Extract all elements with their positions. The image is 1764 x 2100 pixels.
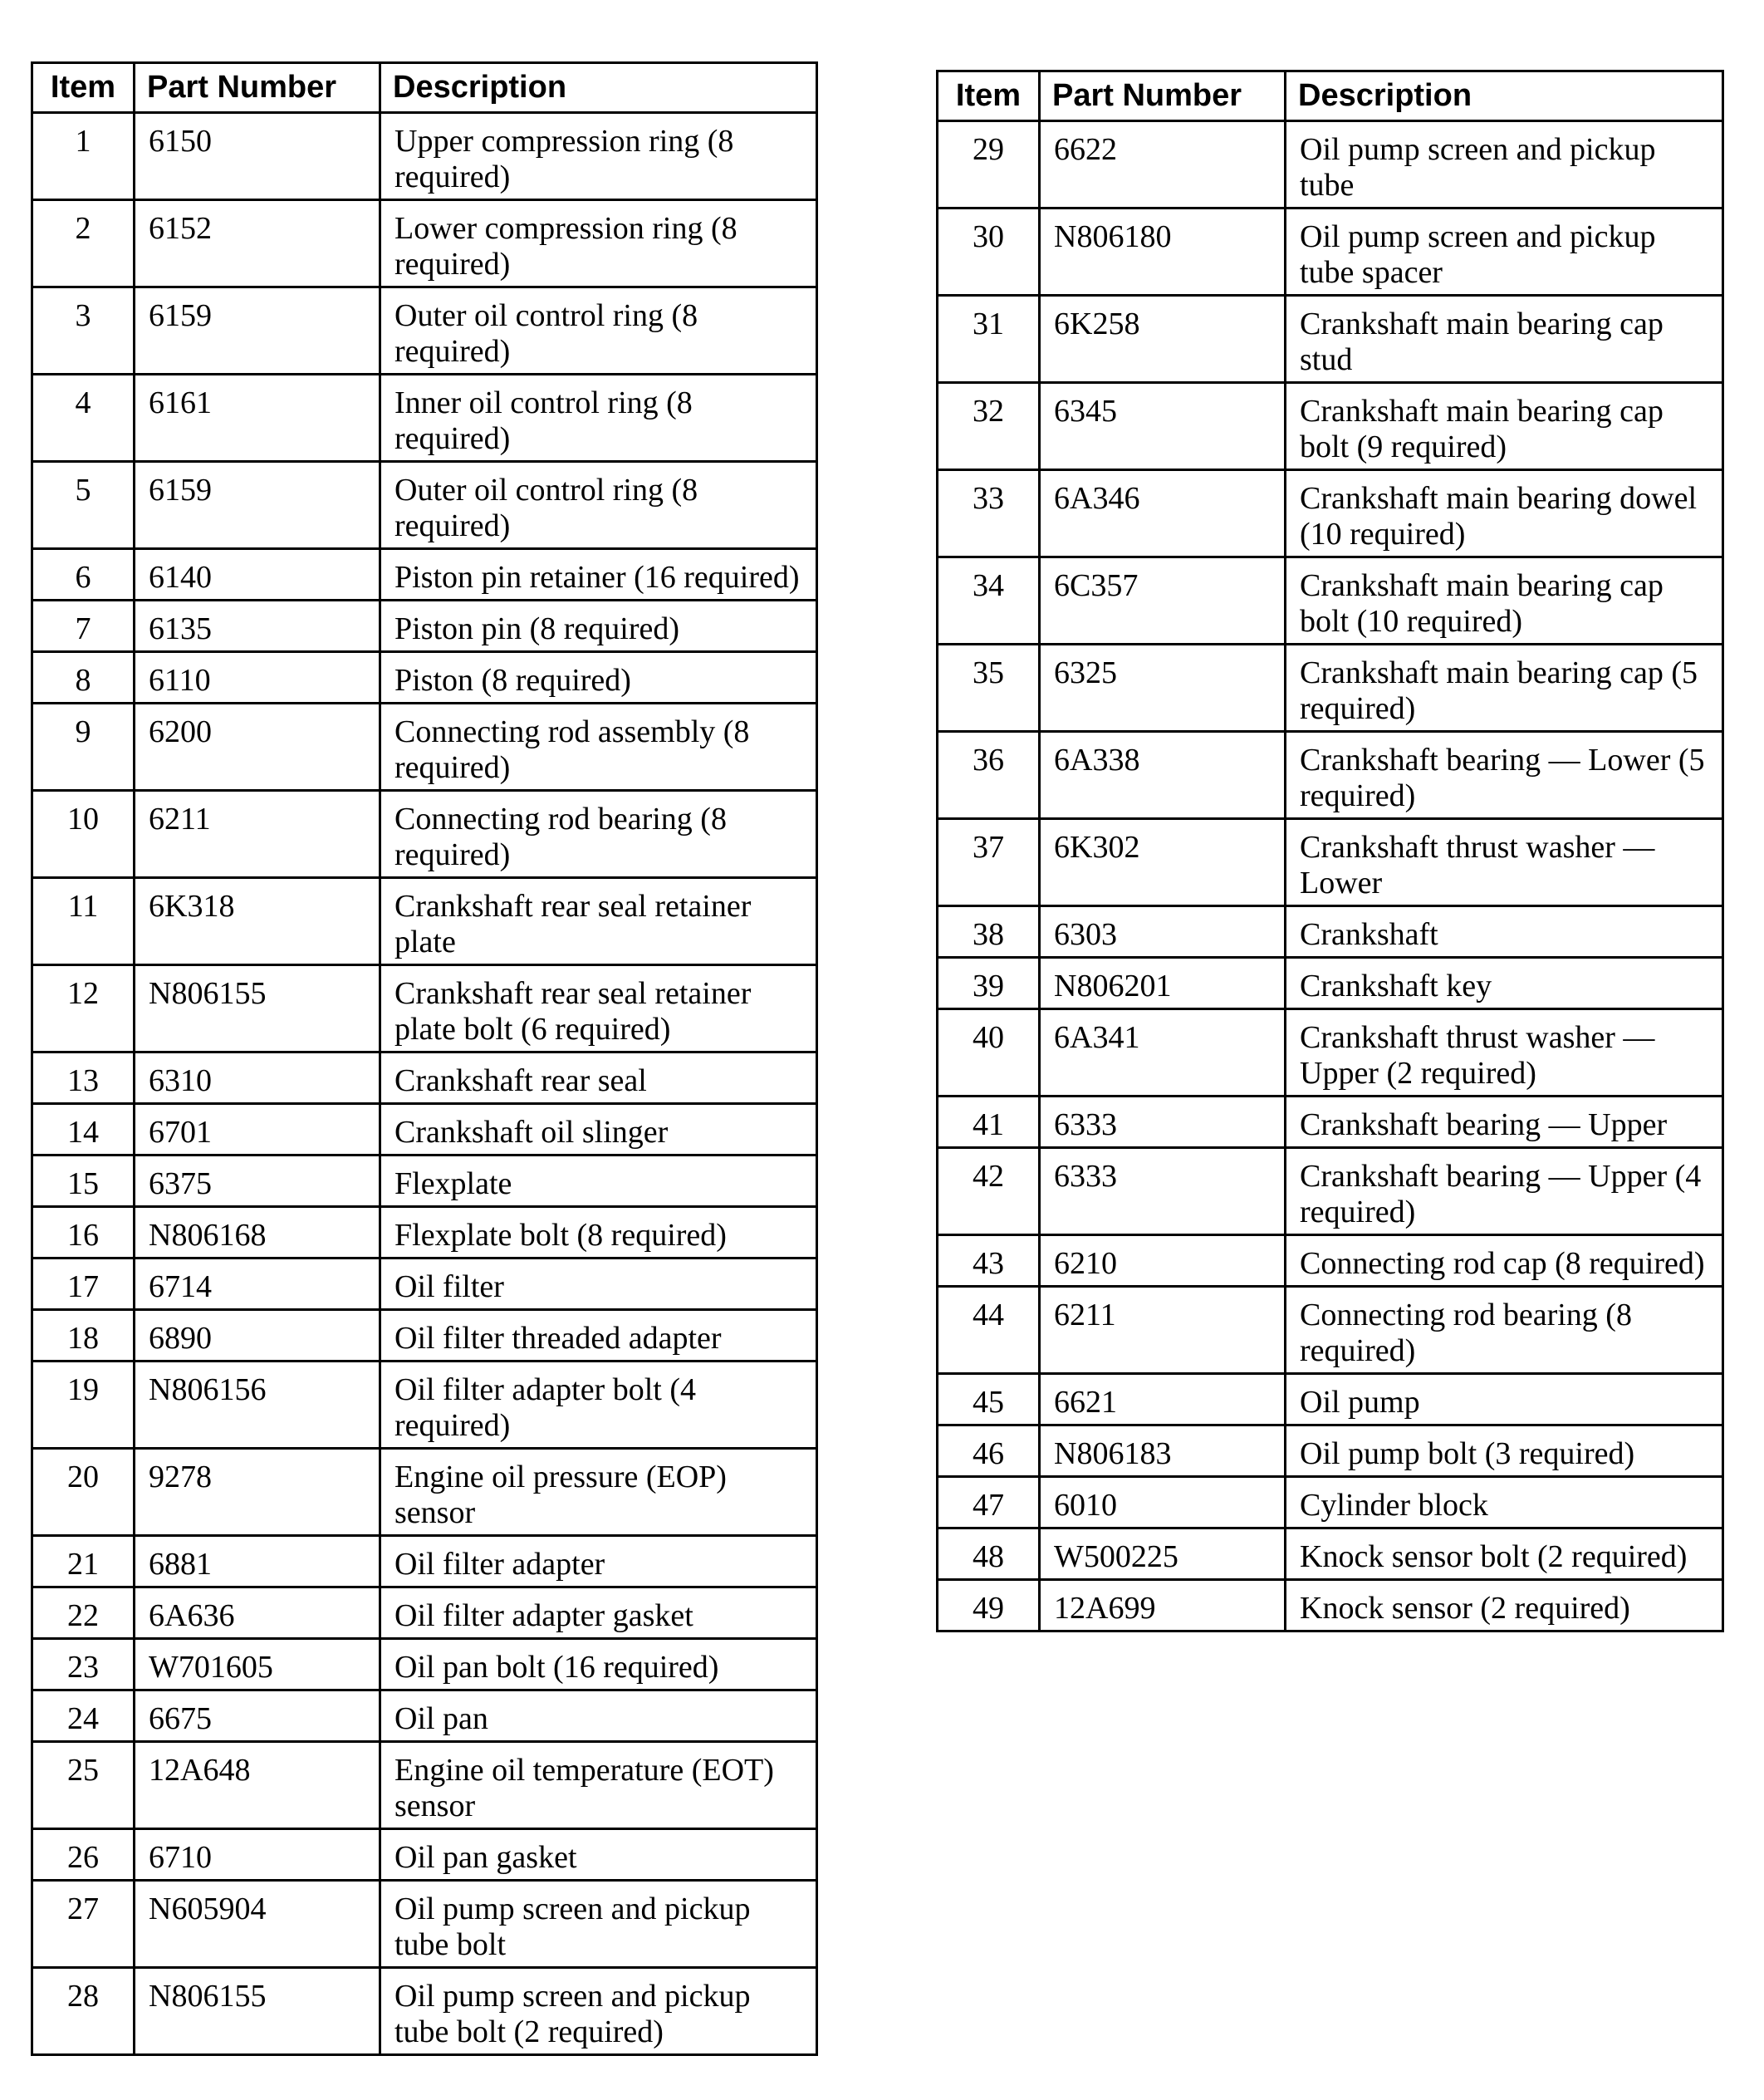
description-cell: Crankshaft thrust washer — Lower	[1286, 819, 1723, 906]
description-cell: Oil filter threaded adapter	[380, 1310, 817, 1362]
item-number-cell: 38	[938, 906, 1040, 958]
part-number-cell: 6211	[135, 791, 380, 878]
part-number-cell: 6200	[135, 704, 380, 791]
item-number-cell: 27	[32, 1881, 135, 1968]
description-cell: Piston (8 required)	[380, 652, 817, 704]
part-number-cell: 6621	[1040, 1374, 1286, 1425]
part-number-cell: 6A338	[1040, 732, 1286, 819]
table-row	[32, 1690, 817, 1742]
item-number-cell: 45	[938, 1374, 1040, 1425]
part-number-cell: 6345	[1040, 383, 1286, 470]
table-row	[938, 470, 1723, 557]
description-cell: Oil pump	[1286, 1374, 1723, 1425]
table-row	[32, 791, 817, 878]
part-number-cell: 12A648	[135, 1742, 380, 1829]
item-number-cell: 13	[32, 1052, 135, 1104]
description-cell: Engine oil pressure (EOP) sensor	[380, 1449, 817, 1536]
item-number-cell: 40	[938, 1009, 1040, 1097]
description-cell: Upper compression ring (8 required)	[380, 113, 817, 200]
header-item: Item	[938, 71, 1040, 121]
description-cell: Connecting rod bearing (8 required)	[380, 791, 817, 878]
header-description: Description	[380, 63, 817, 113]
table-row	[938, 1148, 1723, 1235]
description-cell: Crankshaft main bearing cap bolt (9 required)	[1286, 383, 1723, 470]
table-row	[938, 1009, 1723, 1097]
description-cell: Crankshaft rear seal	[380, 1052, 817, 1104]
table-row	[32, 1104, 817, 1155]
parts-table-right	[936, 70, 1724, 1632]
part-number-cell: 6K302	[1040, 819, 1286, 906]
part-number-cell: 6152	[135, 200, 380, 287]
description-cell: Outer oil control ring (8 required)	[380, 287, 817, 375]
description-cell: Knock sensor bolt (2 required)	[1286, 1528, 1723, 1580]
table-row	[32, 1052, 817, 1104]
table-row	[938, 1580, 1723, 1631]
part-number-cell: 6333	[1040, 1148, 1286, 1235]
item-number-cell: 35	[938, 645, 1040, 732]
table-row	[938, 1235, 1723, 1287]
table-row	[32, 965, 817, 1052]
item-number-cell: 23	[32, 1639, 135, 1690]
part-number-cell: N806155	[135, 965, 380, 1052]
part-number-cell: 6303	[1040, 906, 1286, 958]
description-cell: Connecting rod bearing (8 required)	[1286, 1287, 1723, 1374]
table-row	[32, 462, 817, 549]
description-cell: Outer oil control ring (8 required)	[380, 462, 817, 549]
table-row	[938, 906, 1723, 958]
item-number-cell: 30	[938, 209, 1040, 296]
table-row	[32, 113, 817, 200]
table-row	[32, 1742, 817, 1829]
item-number-cell: 49	[938, 1580, 1040, 1631]
part-number-cell: 9278	[135, 1449, 380, 1536]
description-cell: Crankshaft main bearing cap stud	[1286, 296, 1723, 383]
table-row	[938, 1374, 1723, 1425]
table-row	[938, 1287, 1723, 1374]
description-cell: Flexplate bolt (8 required)	[380, 1207, 817, 1259]
part-number-cell: 6714	[135, 1259, 380, 1310]
part-number-cell: 6701	[135, 1104, 380, 1155]
table-row	[938, 383, 1723, 470]
table-row	[32, 375, 817, 462]
description-cell: Crankshaft bearing — Lower (5 required)	[1286, 732, 1723, 819]
item-number-cell: 46	[938, 1425, 1040, 1477]
table-row	[32, 878, 817, 965]
table-row	[938, 645, 1723, 732]
part-number-cell: 6110	[135, 652, 380, 704]
table-row	[938, 958, 1723, 1009]
part-number-cell: 6135	[135, 601, 380, 652]
part-number-cell: 6159	[135, 287, 380, 375]
part-number-cell: 6310	[135, 1052, 380, 1104]
part-number-cell: 6375	[135, 1155, 380, 1207]
item-number-cell: 48	[938, 1528, 1040, 1580]
part-number-cell: 6211	[1040, 1287, 1286, 1374]
description-cell: Crankshaft	[1286, 906, 1723, 958]
header-description: Description	[1286, 71, 1723, 121]
item-number-cell: 15	[32, 1155, 135, 1207]
item-number-cell: 4	[32, 375, 135, 462]
item-number-cell: 41	[938, 1097, 1040, 1148]
description-cell: Oil pump screen and pickup tube spacer	[1286, 209, 1723, 296]
table-row	[32, 1310, 817, 1362]
table-row	[32, 704, 817, 791]
description-cell: Oil pump screen and pickup tube bolt	[380, 1881, 817, 1968]
description-cell: Crankshaft main bearing dowel (10 required)	[1286, 470, 1723, 557]
part-number-cell: 6890	[135, 1310, 380, 1362]
item-number-cell: 44	[938, 1287, 1040, 1374]
item-number-cell: 31	[938, 296, 1040, 383]
table-row	[32, 200, 817, 287]
table-row	[32, 287, 817, 375]
table-row	[32, 1207, 817, 1259]
description-cell: Crankshaft thrust washer — Upper (2 required)	[1286, 1009, 1723, 1097]
table-row	[938, 1528, 1723, 1580]
item-number-cell: 33	[938, 470, 1040, 557]
table-header-row	[32, 63, 817, 113]
part-number-cell: N806180	[1040, 209, 1286, 296]
item-number-cell: 37	[938, 819, 1040, 906]
part-number-cell: N605904	[135, 1881, 380, 1968]
description-cell: Piston pin (8 required)	[380, 601, 817, 652]
item-number-cell: 20	[32, 1449, 135, 1536]
description-cell: Connecting rod cap (8 required)	[1286, 1235, 1723, 1287]
description-cell: Inner oil control ring (8 required)	[380, 375, 817, 462]
table-row	[938, 296, 1723, 383]
part-number-cell: N806183	[1040, 1425, 1286, 1477]
description-cell: Flexplate	[380, 1155, 817, 1207]
table-row	[938, 732, 1723, 819]
item-number-cell: 25	[32, 1742, 135, 1829]
item-number-cell: 36	[938, 732, 1040, 819]
part-number-cell: 6881	[135, 1536, 380, 1587]
part-number-cell: N806156	[135, 1362, 380, 1449]
description-cell: Oil pan bolt (16 required)	[380, 1639, 817, 1690]
table-row	[32, 1259, 817, 1310]
part-number-cell: N806168	[135, 1207, 380, 1259]
table-row	[938, 557, 1723, 645]
description-cell: Lower compression ring (8 required)	[380, 200, 817, 287]
description-cell: Oil filter adapter	[380, 1536, 817, 1587]
part-number-cell: 6A346	[1040, 470, 1286, 557]
part-number-cell: 6A341	[1040, 1009, 1286, 1097]
description-cell: Engine oil temperature (EOT) sensor	[380, 1742, 817, 1829]
item-number-cell: 5	[32, 462, 135, 549]
description-cell: Crankshaft rear seal retainer plate	[380, 878, 817, 965]
item-number-cell: 32	[938, 383, 1040, 470]
part-number-cell: 12A699	[1040, 1580, 1286, 1631]
item-number-cell: 29	[938, 121, 1040, 209]
table-row	[32, 1362, 817, 1449]
table-row	[32, 1639, 817, 1690]
item-number-cell: 12	[32, 965, 135, 1052]
item-number-cell: 11	[32, 878, 135, 965]
description-cell: Crankshaft main bearing cap (5 required)	[1286, 645, 1723, 732]
description-cell: Crankshaft bearing — Upper	[1286, 1097, 1723, 1148]
item-number-cell: 17	[32, 1259, 135, 1310]
item-number-cell: 43	[938, 1235, 1040, 1287]
part-number-cell: W500225	[1040, 1528, 1286, 1580]
item-number-cell: 3	[32, 287, 135, 375]
table-row	[938, 1477, 1723, 1528]
table-row	[938, 1097, 1723, 1148]
table-row	[32, 1881, 817, 1968]
item-number-cell: 7	[32, 601, 135, 652]
table-row	[938, 209, 1723, 296]
part-number-cell: N806155	[135, 1968, 380, 2055]
item-number-cell: 19	[32, 1362, 135, 1449]
description-cell: Oil pan	[380, 1690, 817, 1742]
part-number-cell: N806201	[1040, 958, 1286, 1009]
table-row	[32, 601, 817, 652]
item-number-cell: 34	[938, 557, 1040, 645]
table-row	[32, 1536, 817, 1587]
description-cell: Oil pan gasket	[380, 1829, 817, 1881]
table-row	[938, 819, 1723, 906]
part-number-cell: 6675	[135, 1690, 380, 1742]
description-cell: Oil pump screen and pickup tube	[1286, 121, 1723, 209]
item-number-cell: 22	[32, 1587, 135, 1639]
table-row	[938, 121, 1723, 209]
description-cell: Crankshaft main bearing cap bolt (10 required)	[1286, 557, 1723, 645]
part-number-cell: 6622	[1040, 121, 1286, 209]
table-row	[32, 1587, 817, 1639]
table-row	[938, 1425, 1723, 1477]
description-cell: Oil filter adapter bolt (4 required)	[380, 1362, 817, 1449]
table-header-row	[938, 71, 1723, 121]
description-cell: Piston pin retainer (16 required)	[380, 549, 817, 601]
header-item: Item	[32, 63, 135, 113]
item-number-cell: 24	[32, 1690, 135, 1742]
item-number-cell: 1	[32, 113, 135, 200]
description-cell: Oil pump screen and pickup tube bolt (2 required)	[380, 1968, 817, 2055]
item-number-cell: 10	[32, 791, 135, 878]
item-number-cell: 8	[32, 652, 135, 704]
item-number-cell: 47	[938, 1477, 1040, 1528]
table-row	[32, 652, 817, 704]
part-number-cell: 6C357	[1040, 557, 1286, 645]
item-number-cell: 42	[938, 1148, 1040, 1235]
description-cell: Cylinder block	[1286, 1477, 1723, 1528]
item-number-cell: 21	[32, 1536, 135, 1587]
part-number-cell: 6A636	[135, 1587, 380, 1639]
item-number-cell: 28	[32, 1968, 135, 2055]
item-number-cell: 39	[938, 958, 1040, 1009]
item-number-cell: 14	[32, 1104, 135, 1155]
table-row	[32, 549, 817, 601]
part-number-cell: 6159	[135, 462, 380, 549]
header-part-number: Part Number	[1040, 71, 1286, 121]
part-number-cell: 6210	[1040, 1235, 1286, 1287]
parts-table-left	[31, 61, 818, 2056]
item-number-cell: 16	[32, 1207, 135, 1259]
part-number-cell: 6K318	[135, 878, 380, 965]
table-row	[32, 1968, 817, 2055]
part-number-cell: W701605	[135, 1639, 380, 1690]
description-cell: Crankshaft oil slinger	[380, 1104, 817, 1155]
item-number-cell: 2	[32, 200, 135, 287]
description-cell: Knock sensor (2 required)	[1286, 1580, 1723, 1631]
item-number-cell: 6	[32, 549, 135, 601]
description-cell: Connecting rod assembly (8 required)	[380, 704, 817, 791]
description-cell: Crankshaft key	[1286, 958, 1723, 1009]
header-part-number: Part Number	[135, 63, 380, 113]
description-cell: Oil pump bolt (3 required)	[1286, 1425, 1723, 1477]
part-number-cell: 6710	[135, 1829, 380, 1881]
description-cell: Oil filter	[380, 1259, 817, 1310]
table-row	[32, 1829, 817, 1881]
description-cell: Crankshaft bearing — Upper (4 required)	[1286, 1148, 1723, 1235]
description-cell: Oil filter adapter gasket	[380, 1587, 817, 1639]
table-row	[32, 1155, 817, 1207]
item-number-cell: 18	[32, 1310, 135, 1362]
part-number-cell: 6010	[1040, 1477, 1286, 1528]
part-number-cell: 6140	[135, 549, 380, 601]
part-number-cell: 6333	[1040, 1097, 1286, 1148]
description-cell: Crankshaft rear seal retainer plate bolt (6 required)	[380, 965, 817, 1052]
part-number-cell: 6150	[135, 113, 380, 200]
item-number-cell: 26	[32, 1829, 135, 1881]
item-number-cell: 9	[32, 704, 135, 791]
table-row	[32, 1449, 817, 1536]
part-number-cell: 6325	[1040, 645, 1286, 732]
part-number-cell: 6K258	[1040, 296, 1286, 383]
part-number-cell: 6161	[135, 375, 380, 462]
